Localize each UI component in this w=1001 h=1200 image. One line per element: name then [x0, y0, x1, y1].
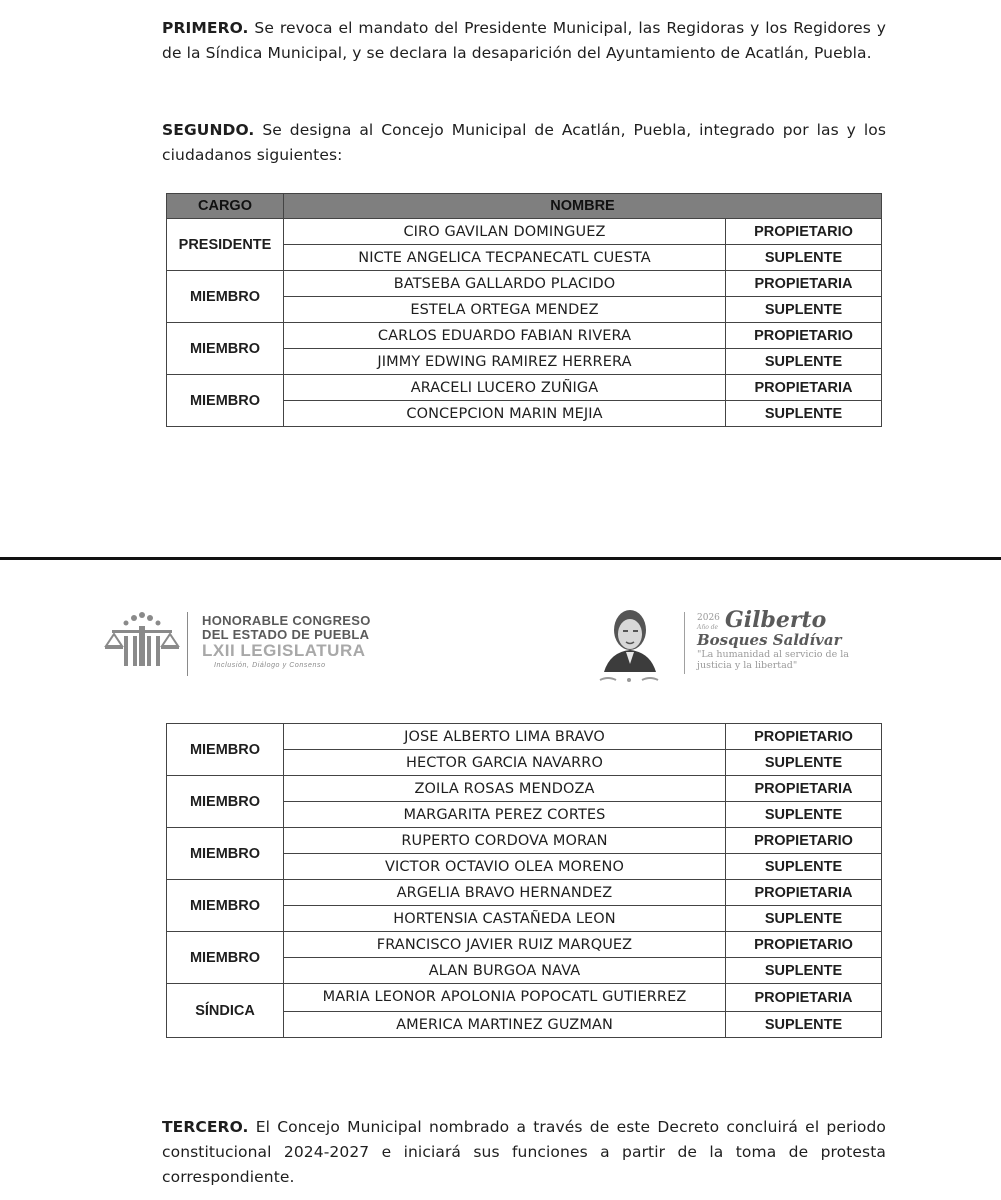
tipo-cell: SUPLENTE [726, 802, 882, 828]
paragraph-label: SEGUNDO. [162, 121, 255, 139]
cargo-cell: PRESIDENTE [167, 219, 284, 271]
table-row [167, 984, 882, 1012]
header-nombre: NOMBRE [284, 194, 882, 219]
tipo-cell: PROPIETARIA [726, 776, 882, 802]
tipo-cell: SUPLENTE [726, 1012, 882, 1038]
tipo-cell: SUPLENTE [726, 854, 882, 880]
tipo-cell: SUPLENTE [726, 349, 882, 375]
congreso-emblem-icon [104, 612, 180, 668]
tipo-cell: SUPLENTE [726, 958, 882, 984]
cargo-cell: MIEMBRO [167, 375, 284, 427]
cargo-cell: MIEMBRO [167, 932, 284, 984]
nombre-cell: ARACELI LUCERO ZUÑIGA [284, 375, 726, 401]
nombre-cell: ARGELIA BRAVO HERNANDEZ [284, 880, 726, 906]
paragraph-segundo [162, 118, 886, 168]
tipo-cell: SUPLENTE [726, 297, 882, 323]
congreso-line-2: DEL ESTADO DE PUEBLA [202, 627, 370, 642]
nombre-cell: ESTELA ORTEGA MENDEZ [284, 297, 726, 323]
nombre-cell: JIMMY EDWING RAMIREZ HERRERA [284, 349, 726, 375]
council-table-2 [166, 723, 882, 1038]
congreso-wordmark [202, 614, 371, 669]
paragraph-text: Se revoca el mandato del Presidente Municipal, las Regidoras y los Regidores y de la Síndica Municipal, y se declara la desaparición del Ayuntamiento de Acatlán, Puebla. [162, 19, 886, 62]
year-value: 2026 [697, 613, 720, 623]
paragraph-text: El Concejo Municipal nombrado a través de este Decreto concluirá el periodo constitucional 2024-2027 e iniciará sus funciones a partir de la toma de protesta correspondiente. [162, 1118, 886, 1186]
tipo-cell: PROPIETARIO [726, 219, 882, 245]
cargo-cell: MIEMBRO [167, 323, 284, 375]
table-row [167, 323, 882, 349]
tipo-cell: PROPIETARIO [726, 724, 882, 750]
table-header-row [167, 194, 882, 219]
nombre-cell: HECTOR GARCIA NAVARRO [284, 750, 726, 776]
quote-line-1: "La humanidad al servicio de la [697, 649, 849, 660]
quote-line-2: justicia y la libertad" [697, 660, 798, 671]
nombre-cell: ALAN BURGOA NAVA [284, 958, 726, 984]
congreso-motto: Inclusión, Diálogo y Consenso [214, 662, 326, 669]
nombre-cell: BATSEBA GALLARDO PLACIDO [284, 271, 726, 297]
logo-divider [187, 612, 188, 676]
table-row [167, 880, 882, 906]
congreso-line-1: HONORABLE CONGRESO [202, 613, 371, 628]
tipo-cell: PROPIETARIA [726, 375, 882, 401]
paragraph-label: TERCERO. [162, 1118, 249, 1136]
portrait-icon [596, 604, 662, 686]
nombre-cell: CIRO GAVILAN DOMINGUEZ [284, 219, 726, 245]
cargo-cell: MIEMBRO [167, 828, 284, 880]
tipo-cell: PROPIETARIA [726, 271, 882, 297]
nombre-cell: MARIA LEONOR APOLONIA POPOCATL GUTIERREZ [284, 984, 726, 1012]
nombre-cell: JOSE ALBERTO LIMA BRAVO [284, 724, 726, 750]
nombre-cell: ZOILA ROSAS MENDOZA [284, 776, 726, 802]
nombre-cell: MARGARITA PEREZ CORTES [284, 802, 726, 828]
page-divider [0, 557, 1001, 560]
year-sub: Año de [697, 624, 719, 631]
cargo-cell: MIEMBRO [167, 880, 284, 932]
paragraph-label: PRIMERO. [162, 19, 249, 37]
tipo-cell: SUPLENTE [726, 750, 882, 776]
tipo-cell: PROPIETARIA [726, 880, 882, 906]
tipo-cell: PROPIETARIO [726, 828, 882, 854]
tipo-cell: PROPIETARIO [726, 323, 882, 349]
cargo-cell: MIEMBRO [167, 776, 284, 828]
nombre-cell: CARLOS EDUARDO FABIAN RIVERA [284, 323, 726, 349]
logo-divider [684, 612, 685, 674]
table-row [167, 932, 882, 958]
table-row [167, 776, 882, 802]
congreso-line-3: LXII LEGISLATURA [202, 641, 366, 660]
table-row [167, 219, 882, 245]
table-row [167, 828, 882, 854]
nombre-cell: FRANCISCO JAVIER RUIZ MARQUEZ [284, 932, 726, 958]
paragraph-primero [162, 16, 886, 66]
nombre-cell: VICTOR OCTAVIO OLEA MORENO [284, 854, 726, 880]
cargo-cell: MIEMBRO [167, 724, 284, 776]
tipo-cell: SUPLENTE [726, 906, 882, 932]
paragraph-tercero [162, 1115, 886, 1190]
table-row [167, 375, 882, 401]
nombre-cell: RUPERTO CORDOVA MORAN [284, 828, 726, 854]
nombre-cell: NICTE ANGELICA TECPANECATL CUESTA [284, 245, 726, 271]
nombre-cell: AMERICA MARTINEZ GUZMAN [284, 1012, 726, 1038]
year-mark [697, 614, 725, 632]
table-row [167, 271, 882, 297]
cargo-cell: MIEMBRO [167, 271, 284, 323]
tipo-cell: PROPIETARIA [726, 984, 882, 1012]
bosques-wordmark [697, 608, 849, 671]
tipo-cell: SUPLENTE [726, 401, 882, 427]
table-row [167, 724, 882, 750]
bosques-line-2: Bosques Saldívar [697, 631, 842, 649]
council-table-1 [166, 193, 882, 427]
header-cargo: CARGO [167, 194, 284, 219]
tipo-cell: SUPLENTE [726, 245, 882, 271]
paragraph-text: Se designa al Concejo Municipal de Acatlán, Puebla, integrado por las y los ciudadanos siguientes: [162, 121, 886, 164]
bosques-line-1: Gilberto [725, 607, 827, 633]
tipo-cell: PROPIETARIO [726, 932, 882, 958]
nombre-cell: CONCEPCION MARIN MEJIA [284, 401, 726, 427]
cargo-cell: SÍNDICA [167, 984, 284, 1038]
nombre-cell: HORTENSIA CASTAÑEDA LEON [284, 906, 726, 932]
